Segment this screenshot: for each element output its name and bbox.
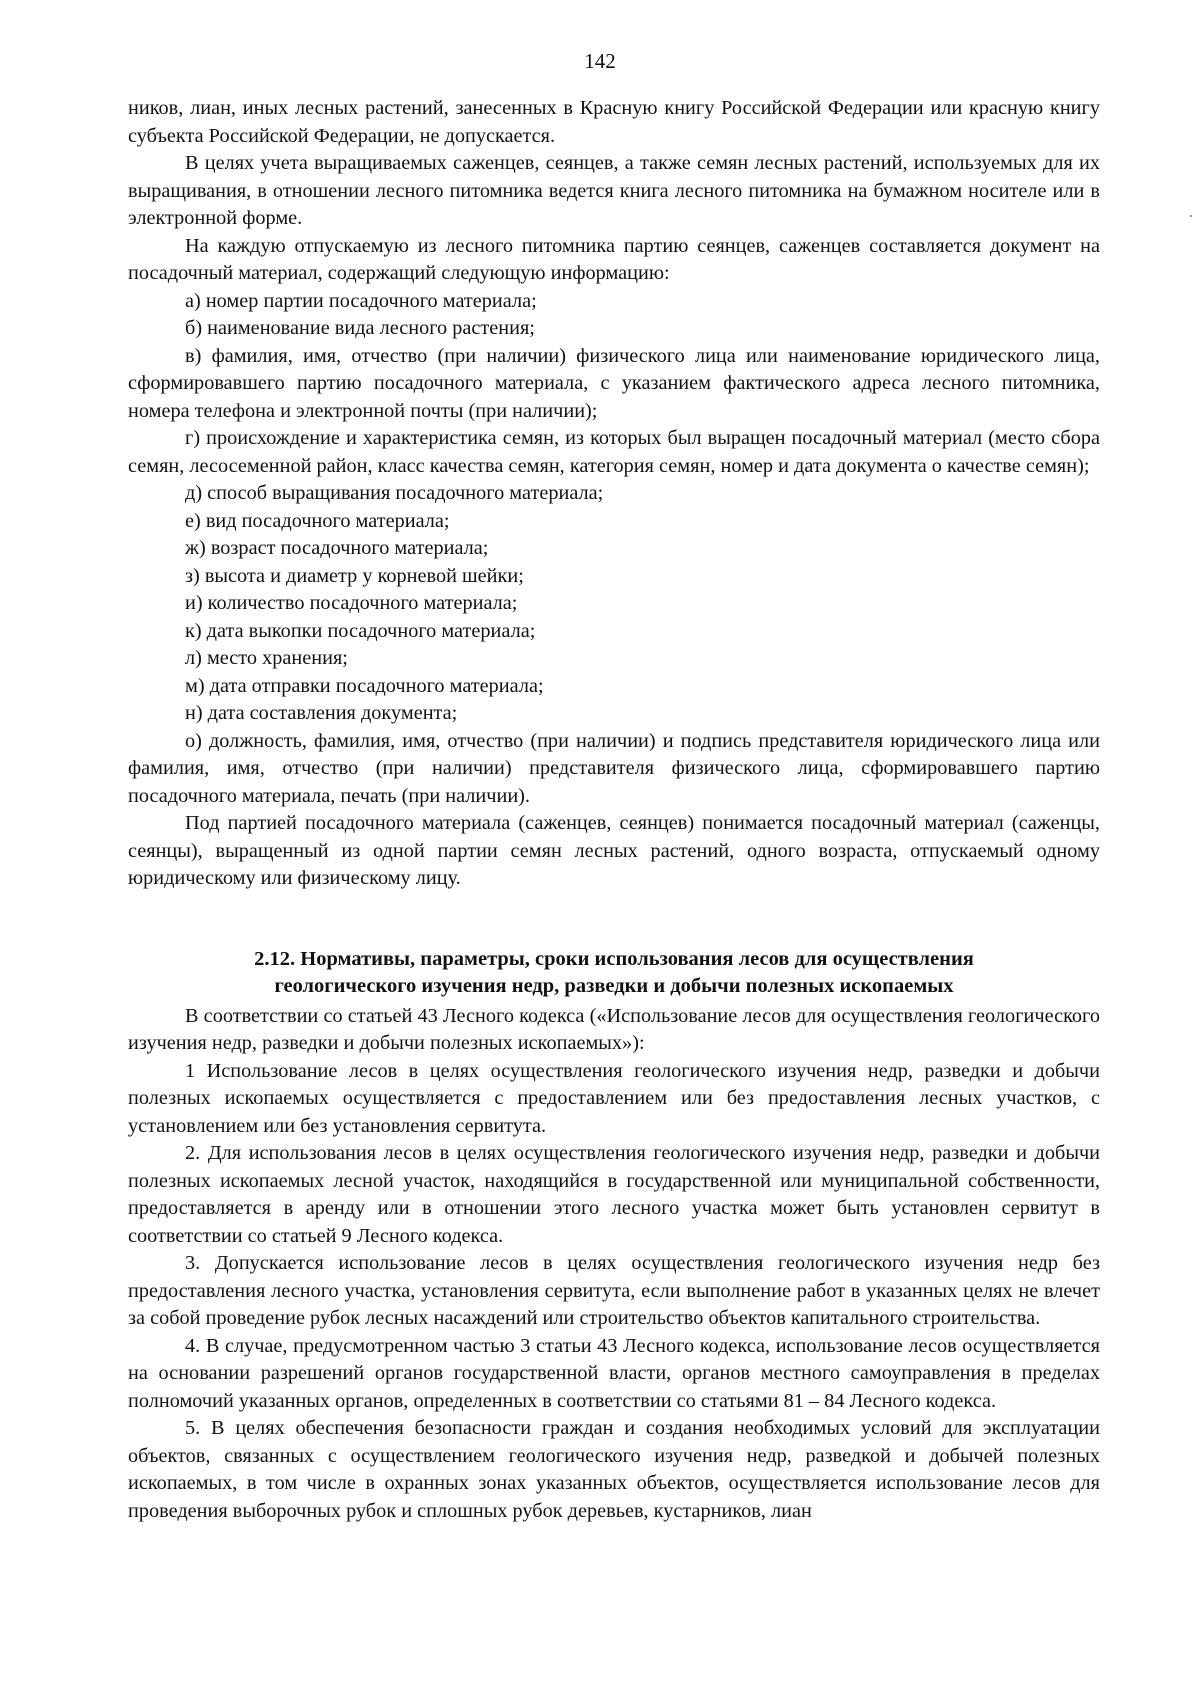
paragraph: н) дата составления документа; <box>185 702 458 724</box>
nursery-requirements-block <box>128 95 1100 893</box>
geology-use-block <box>128 1003 1100 1526</box>
paragraph: 4. В случае, предусмотренном частью 3 статьи 43 Лесного кодекса, использование лесов осуществляется на основании разрешений органов государственной власти, органов местного самоуправления в пределах полномочий указанных органов, определенных в соответствии со статьями 81 – 84 Лесного кодекса. <box>128 1334 1100 1412</box>
paragraph: ж) возраст посадочного материала; <box>185 537 489 559</box>
paragraph: к) дата выкопки посадочного материала; <box>185 619 536 642</box>
paragraph: д) способ выращивания посадочного материала; <box>185 482 604 504</box>
paragraph: В соответствии со статьей 43 Лесного кодекса («Использование лесов для осуществления геологического изучения недр, разведки и добычи полезных ископаемых»): <box>128 1004 1100 1054</box>
paragraph: 5. В целях обеспечения безопасности граждан и создания необходимых условий для эксплуатации объектов, связанных с осуществлением геологического изучения недр, разведкой и добычей полезных ископаемых, в том числе в охранных зонах указанных объектов, осуществляется использование лесов для проведения выборочных рубок и сплошных рубок деревьев, кустарников, лиан <box>128 1417 1100 1522</box>
paragraph: и) количество посадочного материала; <box>185 592 518 614</box>
paragraph: б) наименование вида лесного растения; <box>185 317 535 339</box>
paragraph: л) место хранения; <box>185 647 348 669</box>
paragraph: 1 Использование лесов в целях осуществления геологического изучения недр, разведки и добычи полезных ископаемых осуществляется с предоставлением или без предоставления лесных участков, с установлением или без установления сервитута. <box>128 1059 1100 1137</box>
paragraph: з) высота и диаметр у корневой шейки; <box>185 564 524 587</box>
paragraph: ников, лиан, иных лесных растений, занесенных в Красную книгу Российской Федерации или красную книгу субъекта Российской Федерации, не допускается. <box>128 97 1100 147</box>
paragraph: На каждую отпускаемую из лесного питомника партию сеянцев, саженцев составляется документ на посадочный материал, содержащий следующую информацию: <box>128 234 1100 284</box>
document-body <box>128 95 1100 1525</box>
paragraph: а) номер партии посадочного материала; <box>185 289 537 312</box>
paragraph: в) фамилия, имя, отчество (при наличии) физического лица или наименование юридического лица, сформировавшего партию посадочного материала, с указанием фактического адреса лесного питомника, номера телефона и электронной почты (при наличии); <box>128 344 1100 422</box>
paragraph: г) происхождение и характеристика семян, из которых был выращен посадочный материал (место сбора семян, лесосеменной район, класс качества семян, категория семян, номер и дата документа о качестве семян); <box>128 427 1100 477</box>
scan-speck <box>1190 215 1192 217</box>
paragraph: о) должность, фамилия, имя, отчество (при наличии) и подпись представителя юридического лица или фамилия, имя, отчество (при наличии) представителя физического лица, сформировавшего партию посадочного материала, печать (при наличии). <box>128 729 1100 807</box>
paragraph: Под партией посадочного материала (саженцев, сеянцев) понимается посадочный материал (саженцы, сеянцы), выращенный из одной партии семян лесных растений, одного возраста, отпускаемый одному юридическому или физическому лицу. <box>128 812 1100 889</box>
paragraph: 3. Допускается использование лесов в целях осуществления геологического изучения недр без предоставления лесного участка, установления сервитута, если выполнение работ в указанных целях не влечет за собой проведение рубок лесных насаждений или строительство объектов капитального строительства. <box>128 1252 1100 1329</box>
section-heading <box>128 946 1100 1001</box>
section-heading-line: 2.12. Нормативы, параметры, сроки использования лесов для осуществления <box>254 947 974 970</box>
section-heading-line: геологического изучения недр, разведки и добычи полезных ископаемых <box>274 975 954 997</box>
paragraph: В целях учета выращиваемых саженцев, сеянцев, а также семян лесных растений, используемых для их выращивания, в отношении лесного питомника ведется книга лесного питомника на бумажном носителе или в электронной форме. <box>128 152 1100 229</box>
page-number: 142 <box>584 49 616 73</box>
paragraph: м) дата отправки посадочного материала; <box>185 674 544 697</box>
paragraph: 2. Для использования лесов в целях осуществления геологического изучения недр, разведки и добычи полезных ископаемых лесной участок, находящийся в государственной или муниципальной собственности, предоставляется в аренду или в отношении этого лесного участка может быть установлен сервитут в соответствии со статьей 9 Лесного кодекса. <box>128 1142 1100 1247</box>
paragraph: е) вид посадочного материала; <box>185 509 450 532</box>
